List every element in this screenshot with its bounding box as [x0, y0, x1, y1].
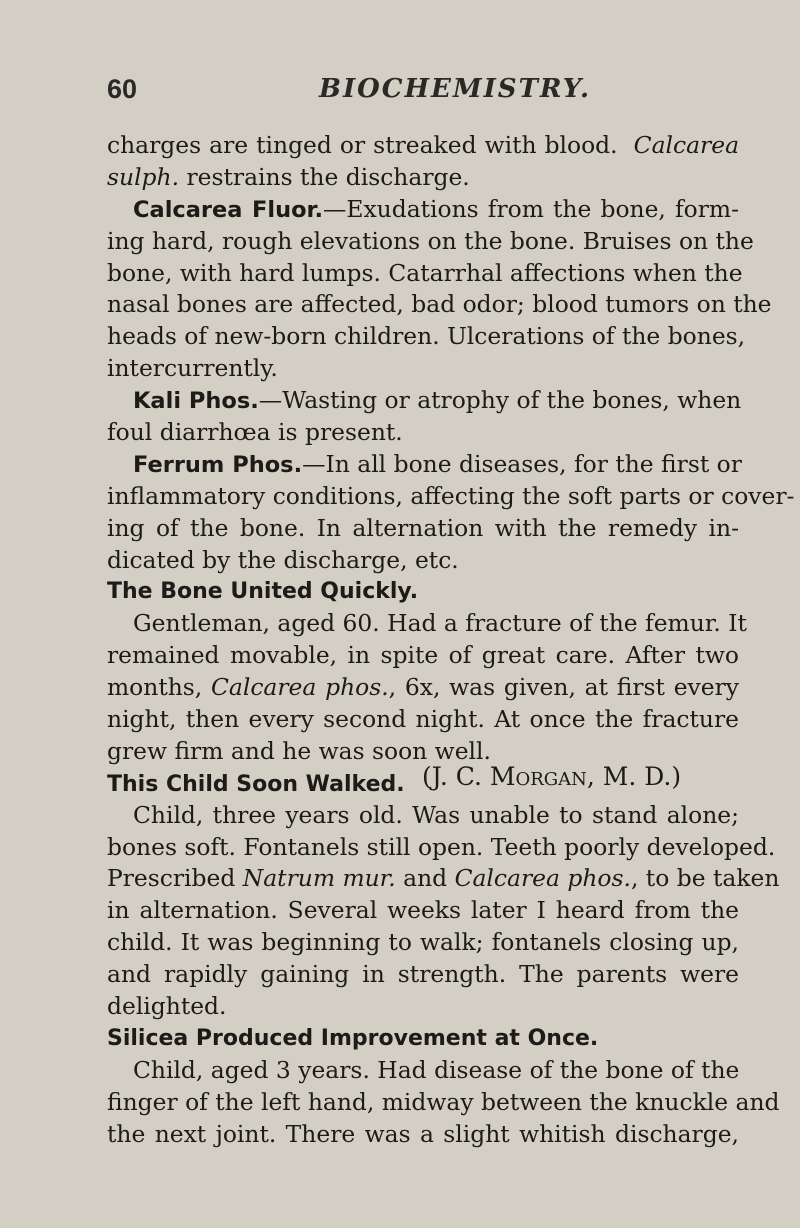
text-line — [107, 863, 780, 895]
text-line: intercurrently. — [107, 354, 278, 383]
text-line: dicated by the discharge, etc. — [107, 545, 459, 574]
section-heading: The Bone United Quickly. — [107, 579, 419, 605]
section-heading: This Child Soon Walked. — [107, 771, 405, 797]
text-line: ing hard, rough elevations on the bone. Bruises on the — [107, 226, 754, 255]
text-line: ing of the bone. In alternation with the remedy in- — [107, 513, 739, 542]
text-line: foul diarrhœa is present. — [107, 418, 403, 447]
text-line: bones soft. Fontanels still open. Teeth poorly developed. — [107, 832, 776, 861]
text-line: Gentleman, aged 60. Had a fracture of the femur. It — [133, 609, 747, 638]
section-heading: Silicea Produced Improvement at Once. — [107, 1025, 599, 1051]
text-line: in alternation. Several weeks later I heard from the — [107, 896, 739, 925]
page-header — [107, 74, 747, 118]
body-text — [107, 130, 795, 1151]
remedy-name-italic: Calcarea phos. — [454, 864, 631, 893]
author-signature: (J. C. Morgan, M. D.) — [422, 761, 682, 791]
text-line: nasal bones are affected, bad odor; blood tumors on the — [107, 290, 772, 319]
text-line: inflammatory conditions, affecting the soft parts or cover- — [107, 481, 795, 510]
text-line: the next joint. There was a slight whitish discharge, — [107, 1119, 739, 1148]
text-line — [107, 130, 739, 162]
text-line: finger of the left hand, midway between the knuckle and — [107, 1087, 780, 1116]
text-line — [107, 449, 742, 481]
text-line — [107, 194, 739, 226]
remedy-heading: Ferrum Phos. — [133, 451, 303, 478]
text-line: delighted. — [107, 992, 227, 1021]
text-line: grew firm and he was soon well. — [107, 736, 491, 765]
text-span: —Wasting or atrophy of the bones, when — [258, 386, 742, 415]
text-line: heads of new-born children. Ulcerations of the bones, — [107, 322, 746, 351]
remedy-name-italic: Natrum mur. — [242, 864, 396, 893]
text-line: remained movable, in spite of great care. After two — [107, 641, 739, 670]
text-line: child. It was beginning to walk; fontanels closing up, — [107, 928, 739, 957]
text-span: —Exudations from the bone, form- — [323, 194, 739, 223]
text-line: and rapidly gaining in strength. The parents were — [107, 960, 739, 989]
text-span: Prescribed — [107, 864, 243, 893]
text-span: —In all bone diseases, for the first or — [302, 449, 742, 478]
text-span: and — [395, 864, 455, 893]
text-span: , to be taken — [630, 864, 780, 893]
signature-line — [107, 761, 739, 800]
text-span: , 6x, was given, at first every — [388, 673, 739, 702]
text-line — [107, 385, 742, 417]
text-span: months, — [107, 673, 211, 702]
text-line — [107, 162, 739, 194]
text-line: Child, three years old. Was unable to stand alone; — [133, 800, 739, 829]
text-span: charges are tinged or streaked with blood. — [107, 131, 618, 159]
text-span: restrains the discharge. — [179, 162, 470, 191]
page-number: 60 — [107, 74, 138, 104]
remedy-heading: Calcarea Fluor. — [133, 196, 323, 223]
remedy-name-italic: Calcarea — [633, 131, 740, 159]
text-line: bone, with hard lumps. Catarrhal affections when the — [107, 258, 743, 287]
remedy-name-italic: Calcarea phos. — [211, 673, 389, 702]
text-line: night, then every second night. At once the fracture — [107, 705, 739, 734]
remedy-heading: Kali Phos. — [133, 388, 259, 415]
running-head: BIOCHEMISTRY. — [319, 74, 591, 104]
remedy-name-italic: sulph. — [107, 162, 180, 191]
text-line — [107, 672, 739, 704]
text-line: Child, aged 3 years. Had disease of the bone of the — [133, 1055, 740, 1084]
